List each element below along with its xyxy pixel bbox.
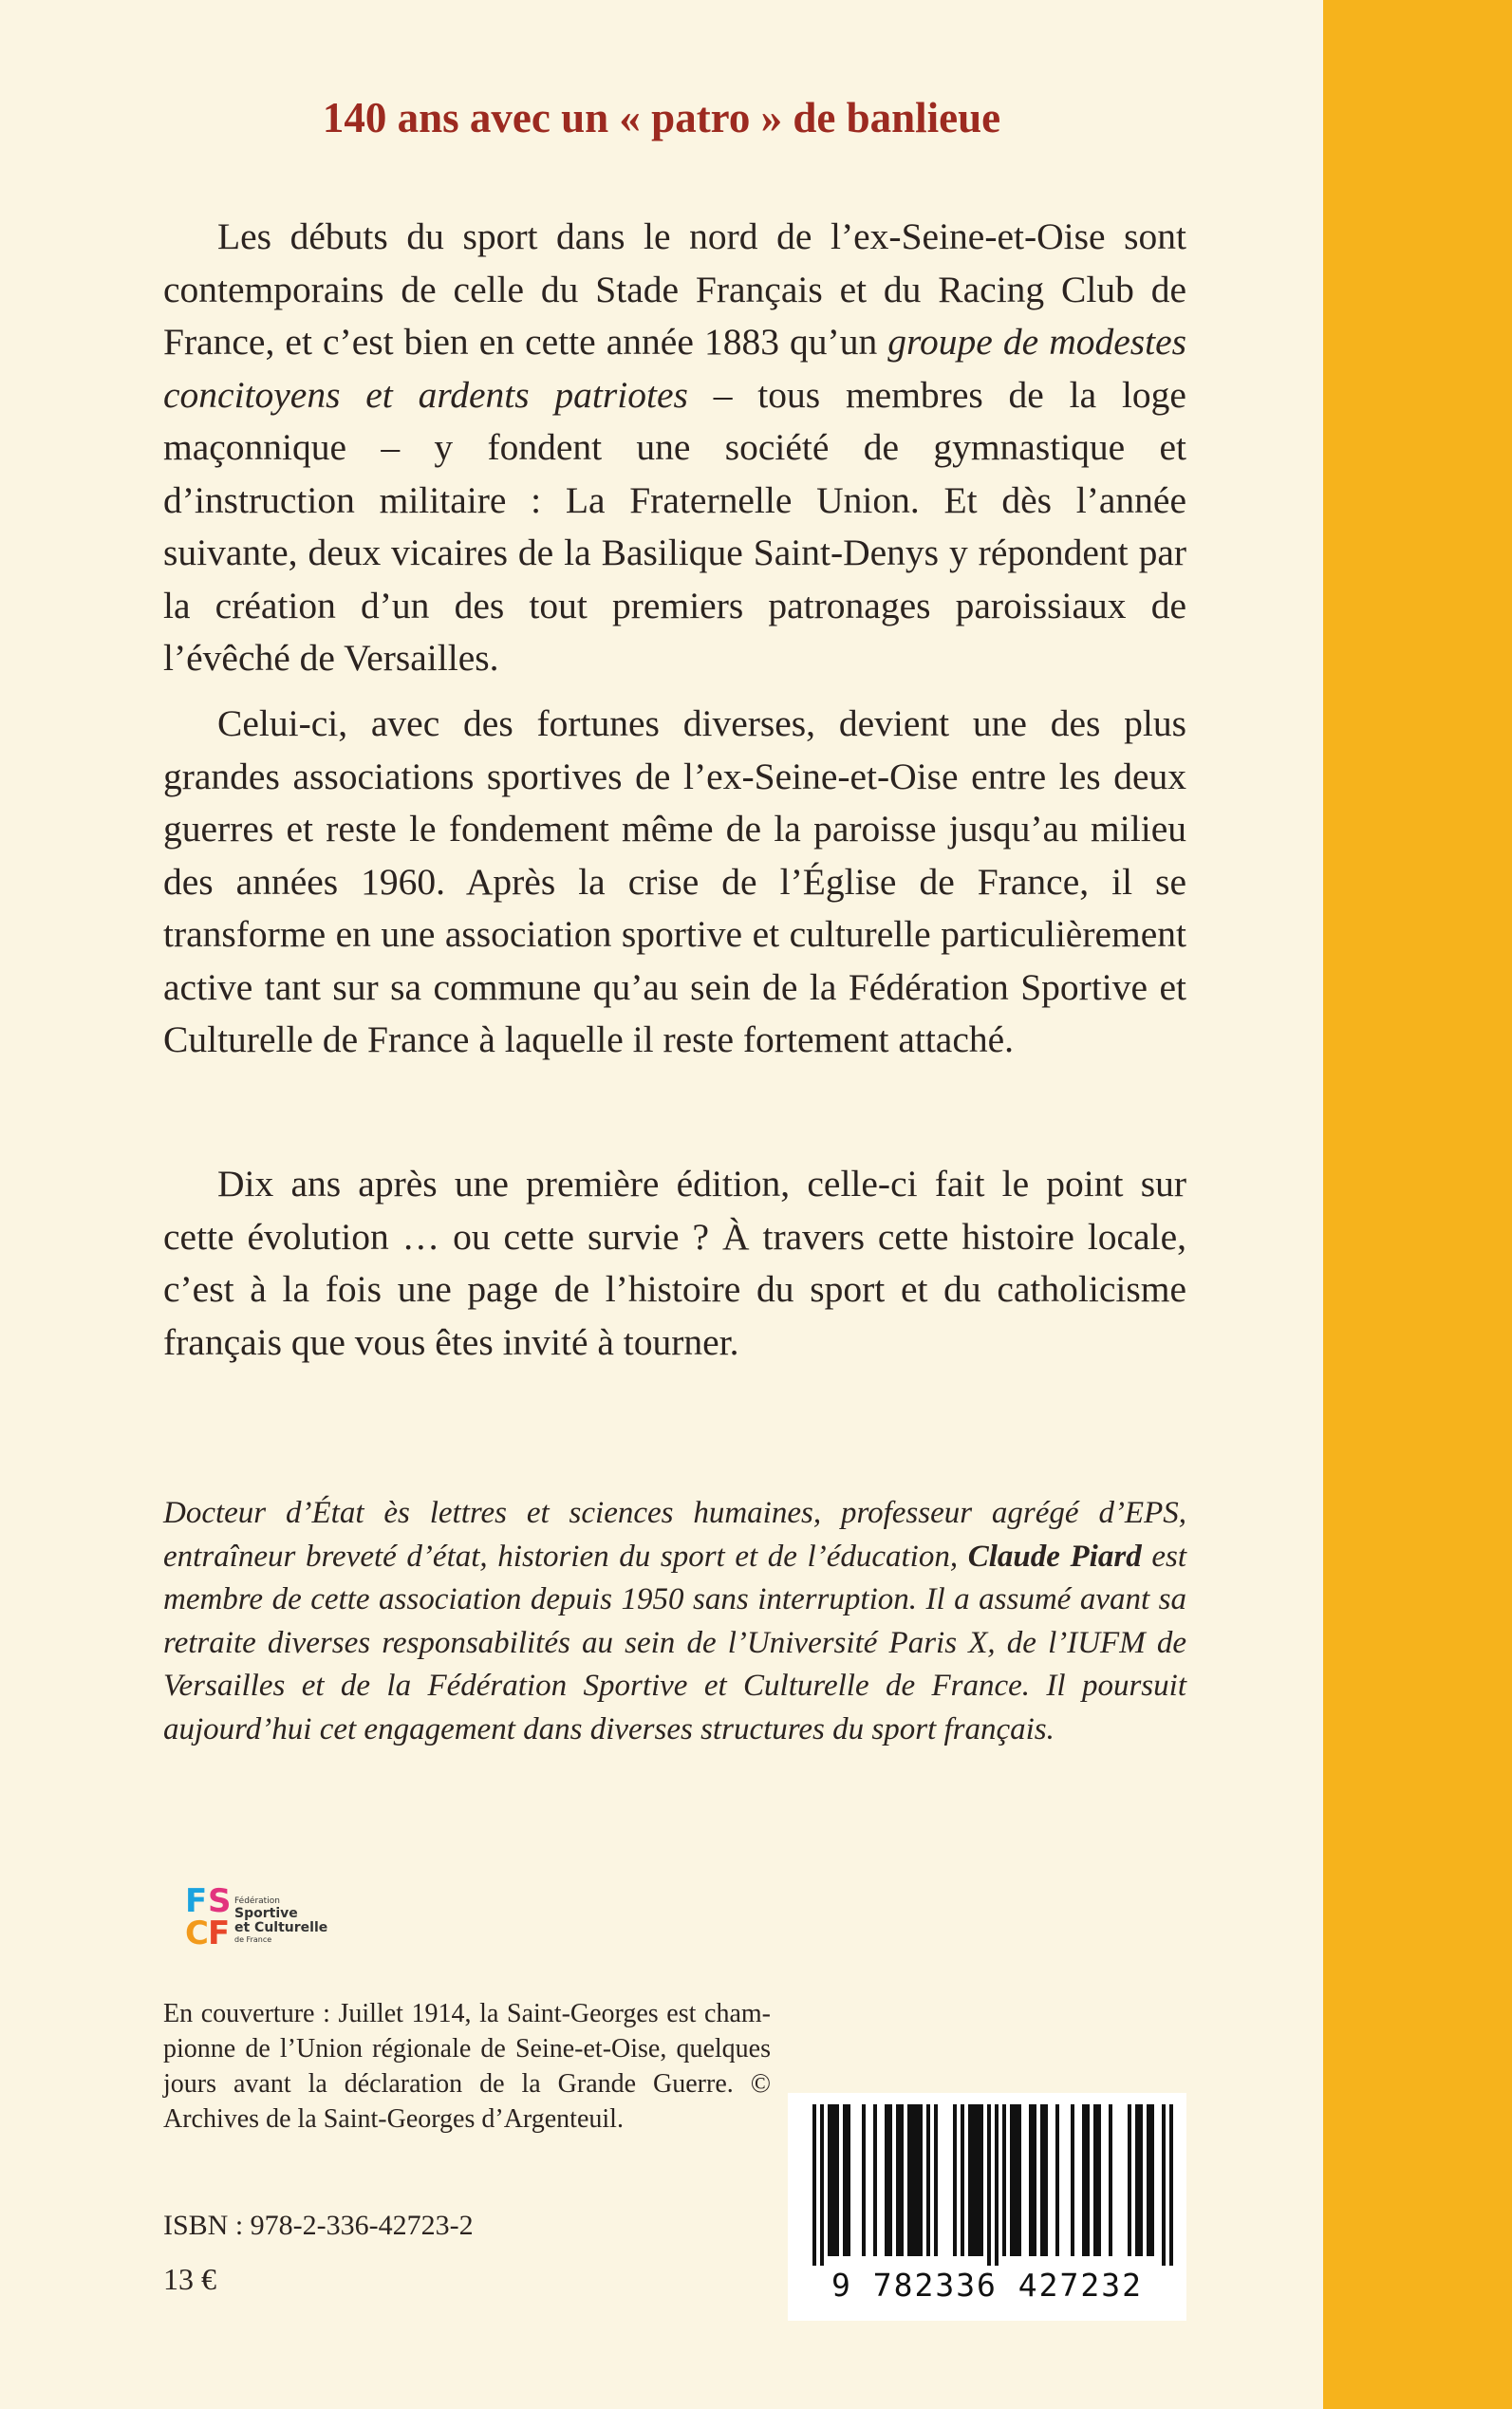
credit-line: pionne de l’Union régionale de Seine-et-Oise, quelques: [163, 2034, 771, 2064]
back-cover-title: 140 ans avec un « patro » de banlieue: [322, 94, 1001, 141]
isbn: ISBN : 978-2-336-42723-2: [163, 2210, 474, 2241]
barcode-bar: [835, 2104, 839, 2256]
paragraph-line: et du catholicisme français que vous êtes invité à tourner.: [163, 1268, 1186, 1363]
barcode: [788, 2093, 1186, 2321]
barcode-bar: [987, 2104, 991, 2266]
barcode-bar: [862, 2104, 866, 2256]
bio-line: au sein de l’Université Paris X, de l’IUFM de Versailles et de la: [163, 1625, 1186, 1703]
barcode-bar: [1128, 2104, 1131, 2256]
barcode-bar: [843, 2104, 847, 2256]
barcode-bar: [911, 2104, 915, 2256]
logo-letter-c: C: [185, 1914, 209, 1952]
paragraph-line: les deux guerres et reste le fondement même de la paroisse: [163, 755, 1186, 850]
barcode-bar: [812, 2104, 816, 2266]
fscf-logo: [183, 1881, 345, 1957]
barcode-bar: [915, 2104, 919, 2256]
barcode-bars: [788, 2093, 1186, 2269]
paragraph-3: [163, 1158, 1186, 1369]
paragraph-line: sur cette évolution … ou cette survie ? À travers cette: [163, 1163, 1186, 1258]
barcode-bar: [1150, 2104, 1154, 2256]
barcode-bar: [1162, 2104, 1166, 2266]
paragraph-line: sont contemporains de celle du Stade Français et du Racing: [163, 215, 1186, 310]
barcode-bar: [1082, 2104, 1086, 2256]
author-name: Claude Piard: [967, 1539, 1142, 1574]
yellow-spine-stripe: [1323, 0, 1512, 2409]
paragraph-2: [163, 698, 1186, 1067]
credit-line: En couverture : Juillet 1914, la Saint-Georges est cham-: [163, 1999, 771, 2028]
barcode-bar: [972, 2104, 976, 2256]
barcode-bar: [1093, 2104, 1097, 2256]
logo-letter-s: S: [208, 1882, 232, 1920]
paragraph-line: qu’au sein de la Fédération Sportive et Culturelle de France: [163, 965, 1186, 1060]
paragraph-line: Union. Et dès l’année suivante, deux vicaires de la Basilique: [163, 478, 1186, 573]
barcode-bar: [1044, 2104, 1048, 2256]
paragraph-line: histoire locale, c’est à la fois une page de l’histoire du sport: [163, 1215, 1186, 1310]
barcode-bar: [1086, 2104, 1090, 2256]
barcode-bar: [953, 2104, 957, 2256]
barcode-bar: [976, 2104, 980, 2256]
italic-quote: groupe de modestes concitoyens et ardents patriotes: [163, 321, 1187, 416]
bio-line: Fédération Sportive et Culturelle de France. Il poursuit aujourd’hui: [163, 1669, 1186, 1746]
credit-line: © Archives de la Saint-Georges d’Argenteuil.: [163, 2069, 771, 2134]
barcode-bar: [1002, 2104, 1006, 2256]
bio-line: interruption. Il a assumé avant sa retraite diverses responsabilités: [163, 1582, 1187, 1660]
barcode-bar: [1097, 2104, 1101, 2256]
barcode-bar: [995, 2104, 999, 2266]
author-biography: [163, 1492, 1186, 1751]
barcode-bar: [1014, 2104, 1017, 2256]
barcode-bar: [1040, 2104, 1044, 2256]
logo-text-sportive: Sportive: [234, 1906, 298, 1921]
barcode-bar: [907, 2104, 911, 2256]
barcode-bar: [1017, 2104, 1021, 2256]
bio-line: cet engagement dans diverses structures du sport français.: [319, 1711, 1055, 1746]
paragraph-line: Club de France, et c’est bien en cette année 1883 qu’un: [163, 268, 1186, 363]
logo-letter-f1: F: [185, 1882, 208, 1920]
credit-line: jours avant la déclaration de la Grande Guerre.: [163, 2069, 751, 2099]
barcode-bar: [1139, 2104, 1143, 2256]
barcode-bar: [1135, 2104, 1139, 2256]
paragraph-line: grandes associations sportives de l’ex-Seine-et-Oise entre: [163, 755, 1059, 797]
barcode-bar: [873, 2104, 877, 2256]
bio-line: d’EPS, entraîneur breveté d’état, historien du sport et de l’éducation,: [163, 1496, 1186, 1574]
paragraph-line: Dix ans après une première édition, celle-ci fait le point: [217, 1163, 1141, 1204]
cover-credit: [163, 1996, 771, 2137]
bio-line: Claude Piard est membre de cette association depuis 1950 sans: [163, 1539, 1186, 1616]
barcode-bar: [1055, 2104, 1059, 2256]
barcode-bar: [900, 2104, 904, 2256]
barcode-bar: [896, 2104, 900, 2256]
barcode-bar: [831, 2104, 835, 2256]
paragraph-line: culturelle particulièrement active tant sur sa commune: [163, 913, 1187, 1008]
paragraph-line: de gymnastique et d’instruction militaire : La Fraternelle: [163, 426, 1186, 521]
price: 13 €: [163, 2262, 216, 2296]
logo-text-culturelle: et Culturelle: [234, 1920, 328, 1935]
bio-line: Docteur d’État ès lettres et sciences humaines, professeur agrégé: [163, 1496, 1099, 1530]
paragraph-line: Saint-Denys y répondent par la création d’un des tout: [163, 532, 1186, 626]
barcode-bar: [1033, 2104, 1036, 2256]
paragraph-line: à laquelle il reste fortement attaché.: [478, 1018, 1015, 1060]
barcode-bar: [828, 2104, 831, 2256]
barcode-bar: [847, 2104, 850, 2256]
paragraph-line: Celui-ci, avec des fortunes diverses, devient une des plus: [217, 702, 1186, 744]
paragraph-line: groupe de modestes concitoyens et ardents patriotes – tous: [163, 321, 1187, 416]
barcode-digits: 9 782336 427232: [831, 2267, 1143, 2304]
barcode-bar: [926, 2104, 930, 2256]
paragraph-line: premiers patronages paroissiaux de l’évêché de Versailles.: [163, 584, 1186, 679]
paragraph-line: de France, il se transforme en une association sportive et: [163, 860, 1186, 955]
barcode-bar: [961, 2104, 964, 2256]
barcode-bar: [1169, 2104, 1173, 2266]
paragraph-line: membres de la loge maçonnique – y fondent une société: [163, 373, 1186, 468]
logo-text-federation: Fédération: [234, 1896, 280, 1906]
barcode-bar: [1029, 2104, 1033, 2256]
barcode-bar: [888, 2104, 892, 2256]
paragraph-line: Les débuts du sport dans le nord de l’ex-Seine-et-Oise: [217, 215, 1125, 257]
barcode-bar: [1071, 2104, 1074, 2256]
barcode-bar: [885, 2104, 888, 2256]
barcode-bar: [1109, 2104, 1112, 2256]
logo-letter-f2: F: [208, 1914, 231, 1952]
paragraph-line: jusqu’au milieu des années 1960. Après la crise de l’Église: [163, 808, 1186, 903]
barcode-bar: [1010, 2104, 1014, 2256]
barcode-bar: [934, 2104, 938, 2256]
barcode-bar: [980, 2104, 983, 2256]
logo-text-de-france: de France: [234, 1935, 272, 1944]
barcode-bar: [919, 2104, 923, 2256]
paragraph-1: [163, 211, 1186, 685]
barcode-bar: [968, 2104, 972, 2256]
barcode-bar: [1147, 2104, 1150, 2256]
barcode-bar: [820, 2104, 824, 2266]
